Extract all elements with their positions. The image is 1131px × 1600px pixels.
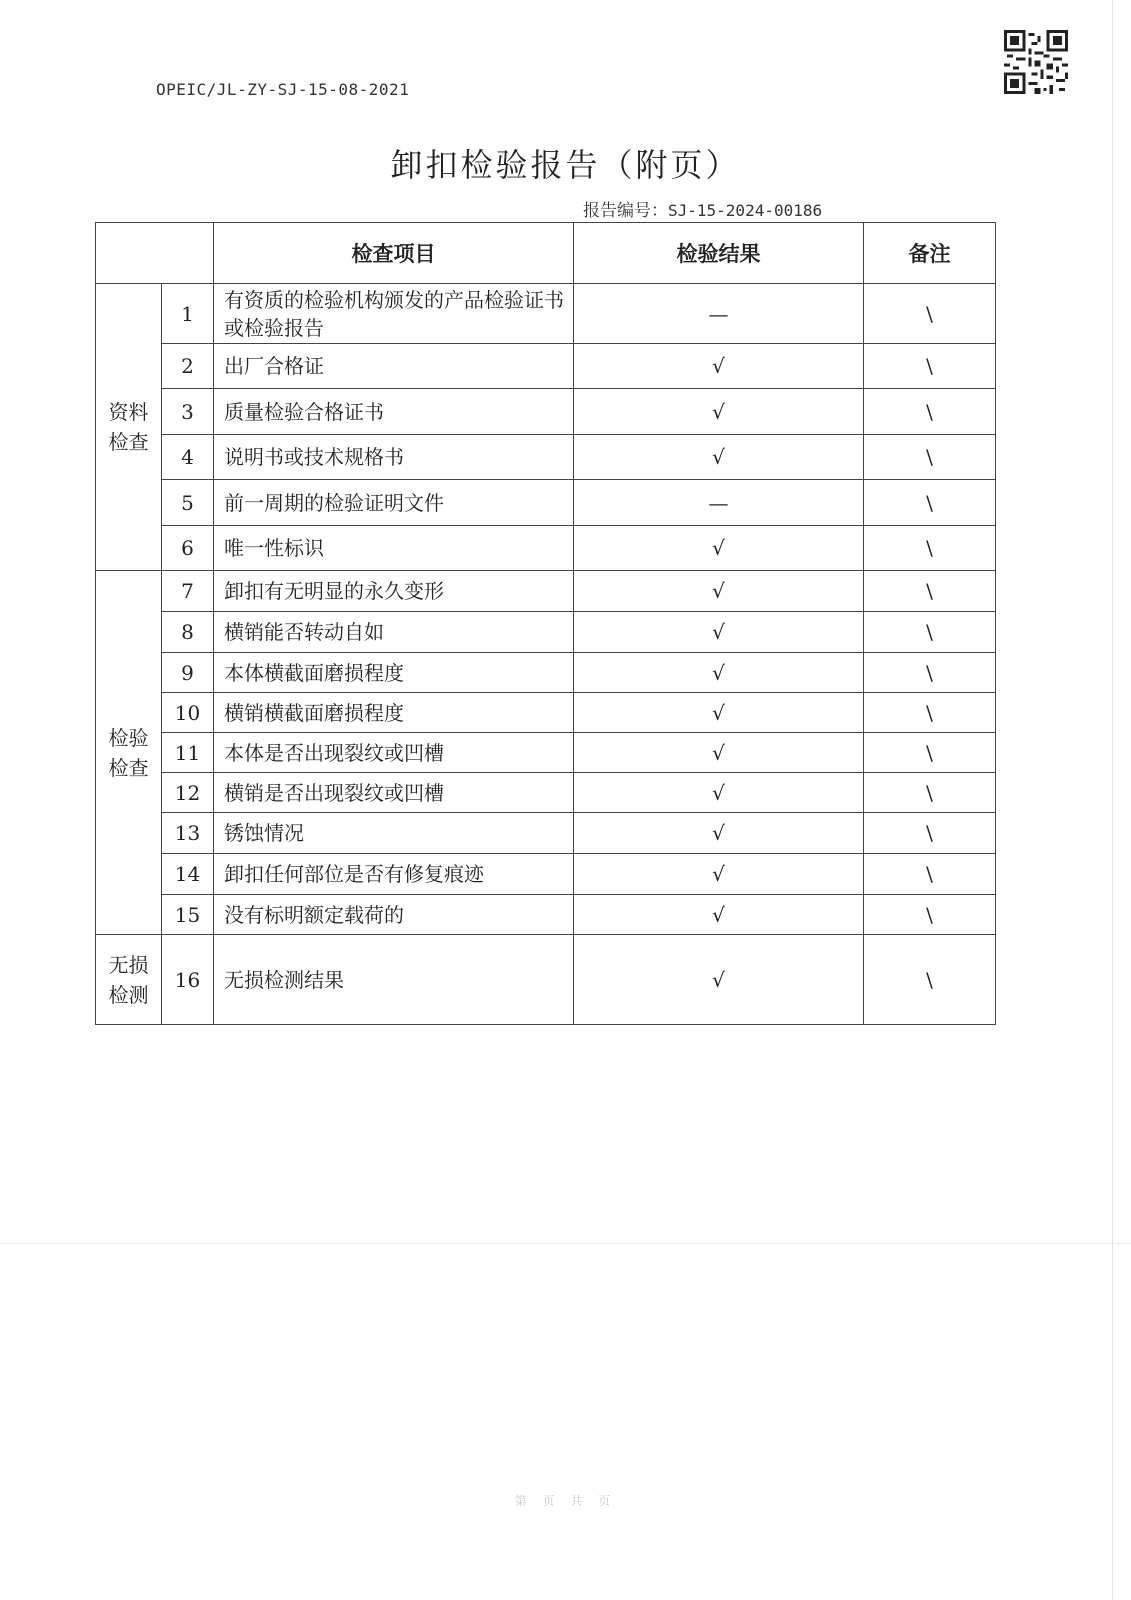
table-row (96, 854, 996, 895)
row-remark: \ (864, 284, 996, 344)
row-remark: \ (864, 480, 996, 526)
row-item: 卸扣任何部位是否有修复痕迹 (214, 854, 574, 895)
row-remark: \ (864, 653, 996, 693)
row-number: 2 (162, 344, 214, 389)
row-item: 没有标明额定载荷的 (214, 895, 574, 935)
table-row (96, 344, 996, 389)
row-result: √ (574, 526, 864, 571)
row-result: √ (574, 854, 864, 895)
table-row (96, 693, 996, 733)
qr-code-icon (1004, 30, 1068, 94)
row-item: 前一周期的检验证明文件 (214, 480, 574, 526)
table-row (96, 612, 996, 653)
row-result: √ (574, 389, 864, 435)
table-row (96, 733, 996, 773)
row-remark: \ (864, 389, 996, 435)
row-result: — (574, 284, 864, 344)
row-item: 出厂合格证 (214, 344, 574, 389)
row-item: 唯一性标识 (214, 526, 574, 571)
row-result: √ (574, 435, 864, 480)
row-number: 6 (162, 526, 214, 571)
row-remark: \ (864, 895, 996, 935)
row-result: — (574, 480, 864, 526)
row-remark: \ (864, 935, 996, 1025)
row-number: 11 (162, 733, 214, 773)
report-number-value: SJ-15-2024-00186 (668, 201, 823, 220)
row-result: √ (574, 693, 864, 733)
page-edge-line (1112, 0, 1113, 1600)
table-row (96, 389, 996, 435)
report-number (583, 196, 822, 221)
row-remark: \ (864, 693, 996, 733)
row-number: 5 (162, 480, 214, 526)
table-row (96, 480, 996, 526)
row-result: √ (574, 895, 864, 935)
column-header-remark: 备注 (864, 223, 996, 284)
table-row (96, 526, 996, 571)
row-item: 无损检测结果 (214, 935, 574, 1025)
column-header-result: 检验结果 (574, 223, 864, 284)
page-number-mark: 第 页 共 页 (514, 1494, 617, 1508)
row-item: 有资质的检验机构颁发的产品检验证书或检验报告 (214, 284, 574, 344)
row-number: 9 (162, 653, 214, 693)
table-header-row (96, 223, 996, 284)
row-number: 8 (162, 612, 214, 653)
group-label-docs: 资料 检查 (96, 284, 162, 571)
row-remark: \ (864, 435, 996, 480)
row-remark: \ (864, 773, 996, 813)
column-header-item: 检查项目 (214, 223, 574, 284)
row-item: 质量检验合格证书 (214, 389, 574, 435)
row-number: 10 (162, 693, 214, 733)
table-row (96, 284, 996, 344)
row-remark: \ (864, 526, 996, 571)
row-number: 3 (162, 389, 214, 435)
row-result: √ (574, 813, 864, 854)
row-remark: \ (864, 813, 996, 854)
table-row (96, 773, 996, 813)
group-label-ndt: 无损 检测 (96, 935, 162, 1025)
row-number: 7 (162, 571, 214, 612)
group-label-inspection: 检验 检查 (96, 571, 162, 935)
row-remark: \ (864, 344, 996, 389)
document-code: OPEIC/JL-ZY-SJ-15-08-2021 (156, 80, 410, 99)
row-number: 14 (162, 854, 214, 895)
table-row (96, 571, 996, 612)
page-title: 卸扣检验报告（附页） (390, 146, 741, 184)
row-number: 12 (162, 773, 214, 813)
inspection-table (95, 222, 996, 1025)
row-result: √ (574, 344, 864, 389)
table-row (96, 935, 996, 1025)
row-remark: \ (864, 571, 996, 612)
row-result: √ (574, 733, 864, 773)
row-remark: \ (864, 733, 996, 773)
row-result: √ (574, 571, 864, 612)
row-item: 本体是否出现裂纹或凹槽 (214, 733, 574, 773)
row-remark: \ (864, 854, 996, 895)
row-item: 横销能否转动自如 (214, 612, 574, 653)
header-blank-cell (96, 223, 214, 284)
table-row (96, 653, 996, 693)
table-row (96, 435, 996, 480)
row-item: 横销横截面磨损程度 (214, 693, 574, 733)
row-number: 4 (162, 435, 214, 480)
row-item: 说明书或技术规格书 (214, 435, 574, 480)
row-number: 15 (162, 895, 214, 935)
table-row (96, 813, 996, 854)
row-item: 横销是否出现裂纹或凹槽 (214, 773, 574, 813)
row-result: √ (574, 773, 864, 813)
row-result: √ (574, 653, 864, 693)
row-item: 本体横截面磨损程度 (214, 653, 574, 693)
report-number-label: 报告编号： (583, 201, 668, 221)
row-result: √ (574, 935, 864, 1025)
row-remark: \ (864, 612, 996, 653)
row-number: 1 (162, 284, 214, 344)
row-item: 锈蚀情况 (214, 813, 574, 854)
row-item: 卸扣有无明显的永久变形 (214, 571, 574, 612)
scan-fold-line (0, 1243, 1131, 1244)
row-number: 16 (162, 935, 214, 1025)
table-row (96, 895, 996, 935)
row-number: 13 (162, 813, 214, 854)
row-result: √ (574, 612, 864, 653)
